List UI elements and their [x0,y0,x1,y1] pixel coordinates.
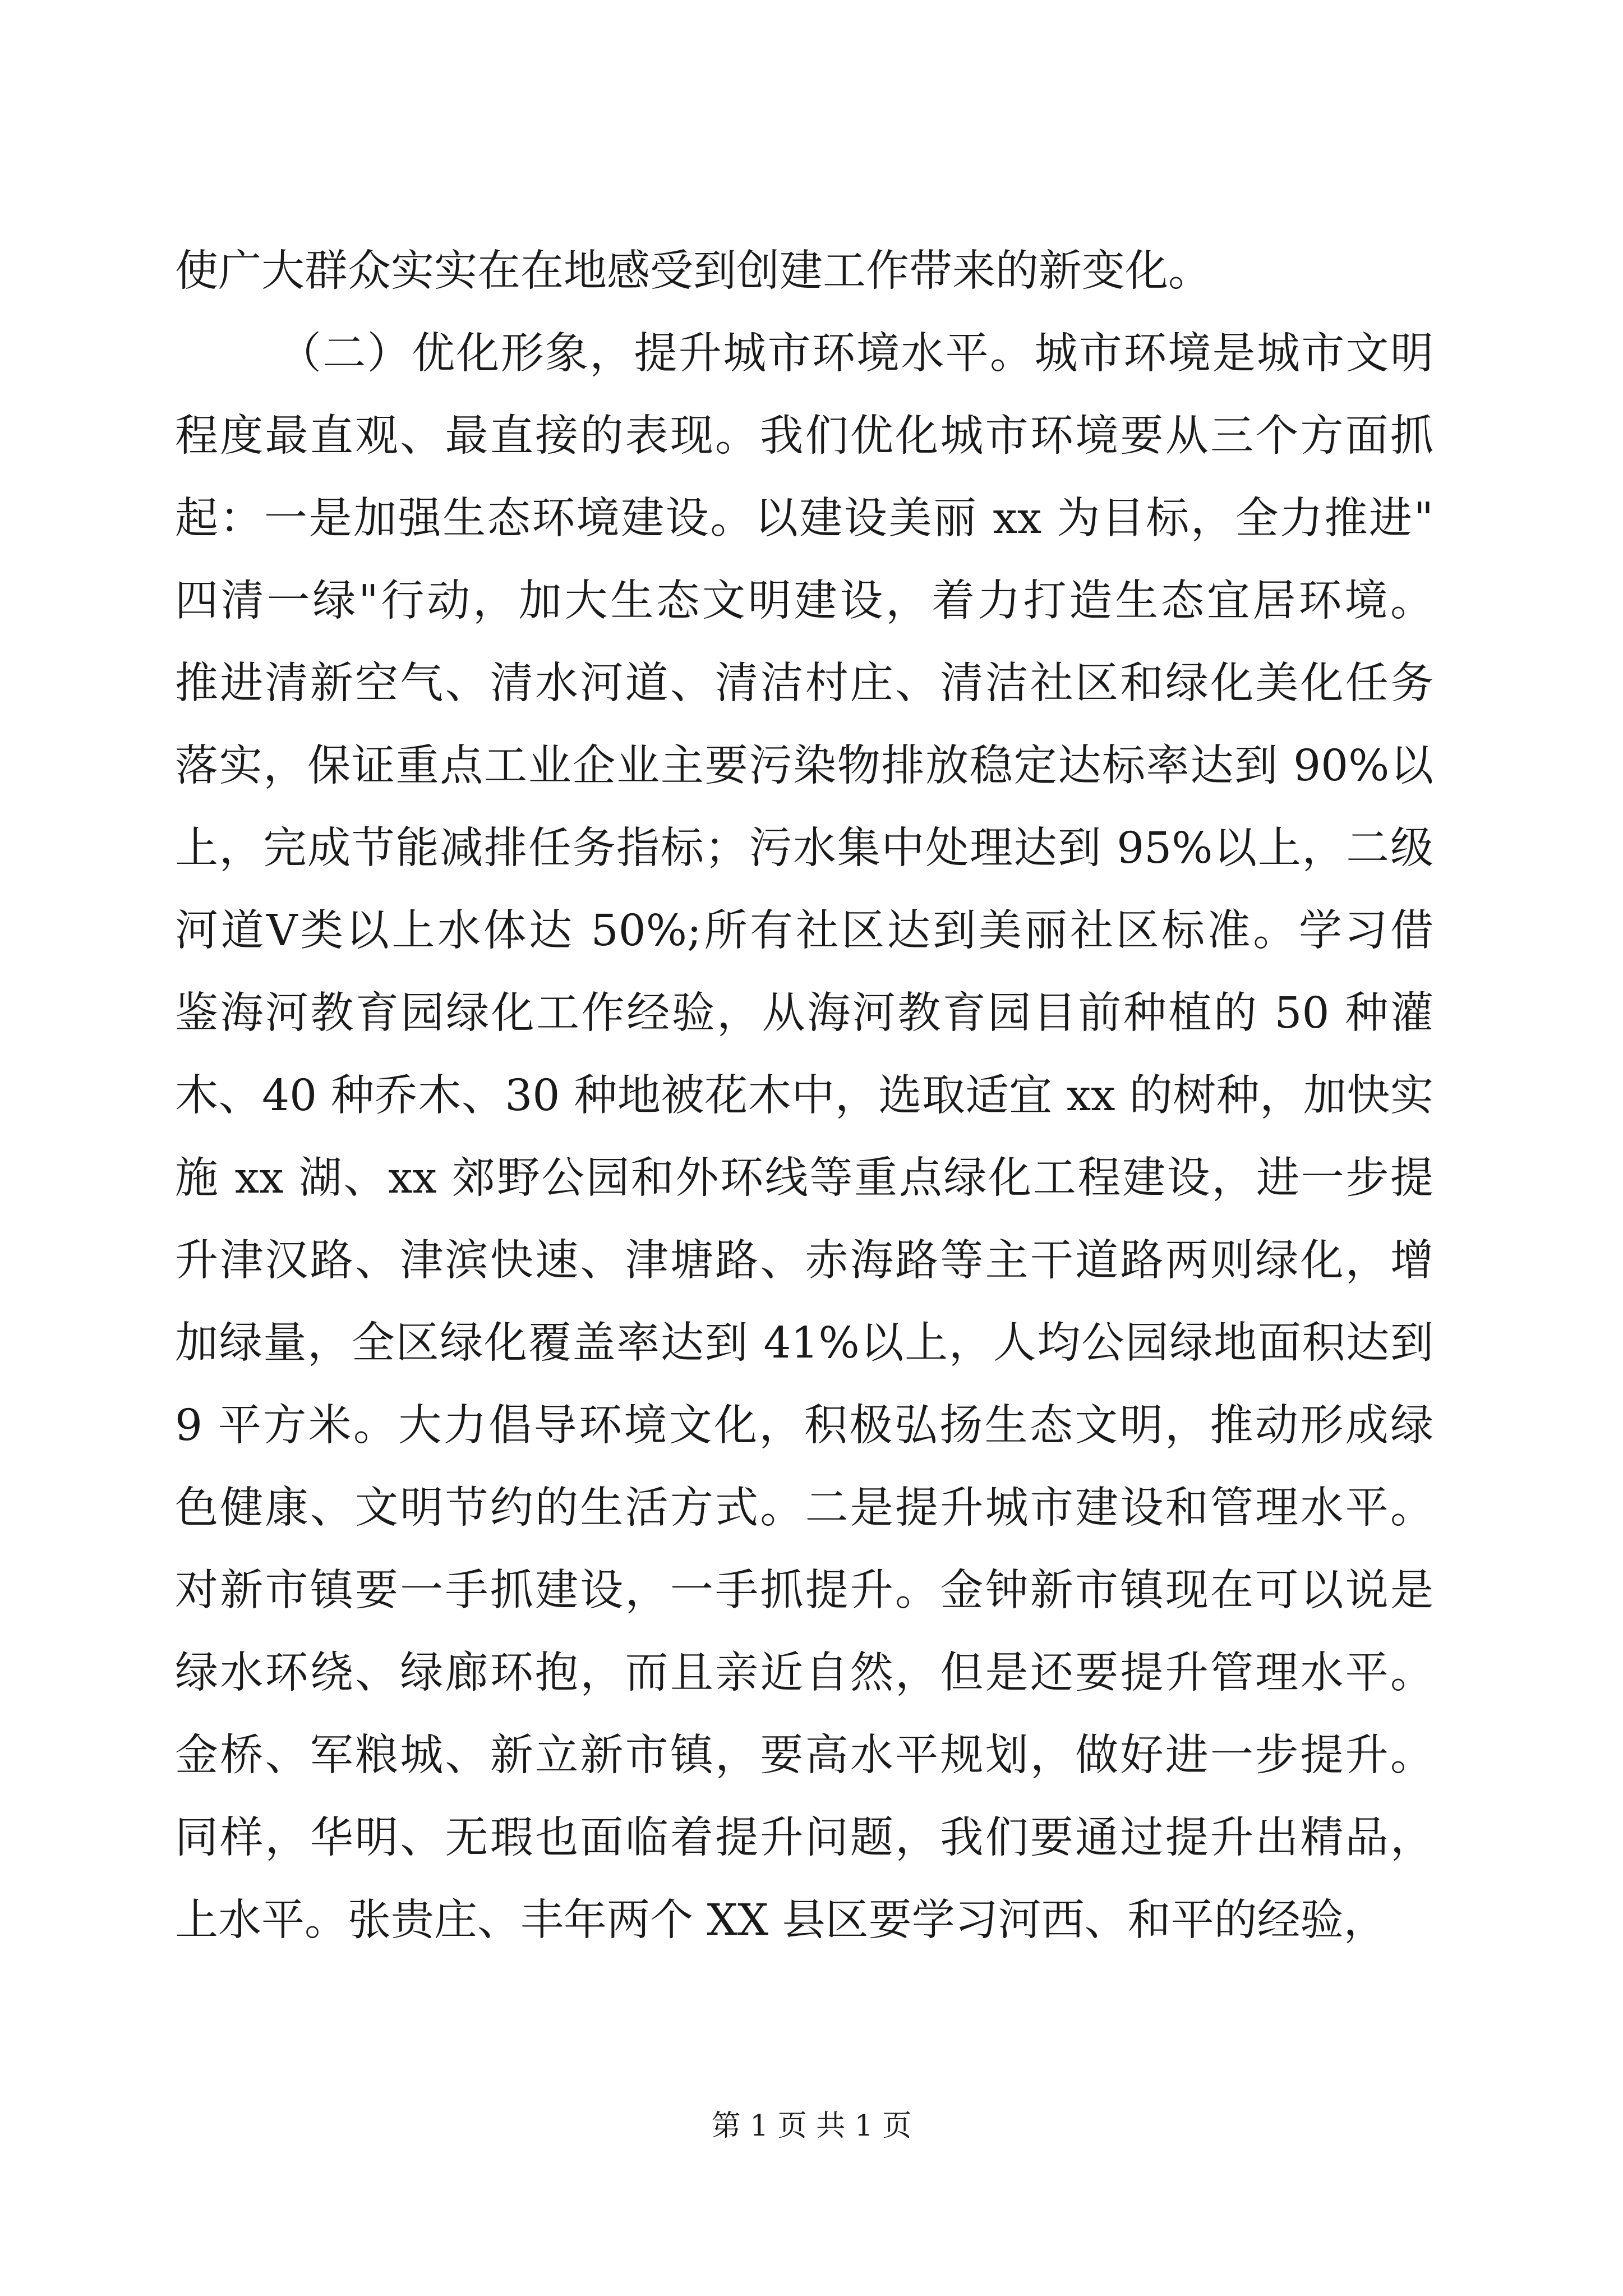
text-line: 加绿量，全区绿化覆盖率达到 41%以上，人均公园绿地面积达到 [175,1318,1433,1368]
text-line: 四清一绿"行动，加大生态文明建设，着力打造生态宜居环境。 [175,576,1433,626]
text-line: 木、40 种乔木、30 种地被花木中，选取适宜 xx 的树种，加快实 [175,1071,1433,1121]
text-line: 升津汉路、津滨快速、津塘路、赤海路等主干道路两则绿化，增 [175,1236,1433,1286]
text-line: 程度最直观、最直接的表现。我们优化城市环境要从三个方面抓 [175,411,1433,461]
text-line: 同样，华明、无瑕也面临着提升问题，我们要通过提升出精品， [175,1813,1433,1863]
text-line: 上水平。张贵庄、丰年两个 XX 县区要学习河西、和平的经验， [175,1895,1387,1945]
text-line: 施 xx 湖、xx 郊野公园和外环线等重点绿化工程建设，进一步提 [175,1153,1433,1203]
section-heading-line: （二）优化形象，提升城市环境水平。城市环境是城市文明 [278,329,1433,379]
text-line: 鉴海河教育园绿化工作经验，从海河教育园目前种植的 50 种灌 [175,988,1433,1038]
text-line: 上，完成节能减排任务指标；污水集中处理达到 95%以上，二级 [175,823,1433,873]
text-line: 落实，保证重点工业企业主要污染物排放稳定达标率达到 90%以 [175,741,1433,791]
text-line: 河道Ⅴ类以上水体达 50%;所有社区达到美丽社区标准。学习借 [175,906,1433,956]
text-line: 对新市镇要一手抓建设，一手抓提升。金钟新市镇现在可以说是 [175,1566,1433,1616]
text-line: 绿水环绕、绿廊环抱，而且亲近自然，但是还要提升管理水平。 [175,1648,1433,1698]
text-line: 9 平方米。大力倡导环境文化，积极弘扬生态文明，推动形成绿 [175,1401,1433,1451]
text-line: 色健康、文明节约的生活方式。二是提升城市建设和管理水平。 [175,1483,1433,1533]
page-footer [0,2104,1623,2148]
text-line: 金桥、军粮城、新立新市镇，要高水平规划，做好进一步提升。 [175,1731,1433,1780]
text-line: 使广大群众实实在在地感受到创建工作带来的新变化。 [175,246,1211,296]
body-text [175,230,1433,1962]
text-line: 起：一是加强生态环境建设。以建设美丽 xx 为目标，全力推进" [175,494,1433,544]
page-number-label: 第 1 页 共 1 页 [711,2109,912,2143]
text-line: 推进清新空气、清水河道、清洁村庄、清洁社区和绿化美化任务 [175,659,1433,708]
